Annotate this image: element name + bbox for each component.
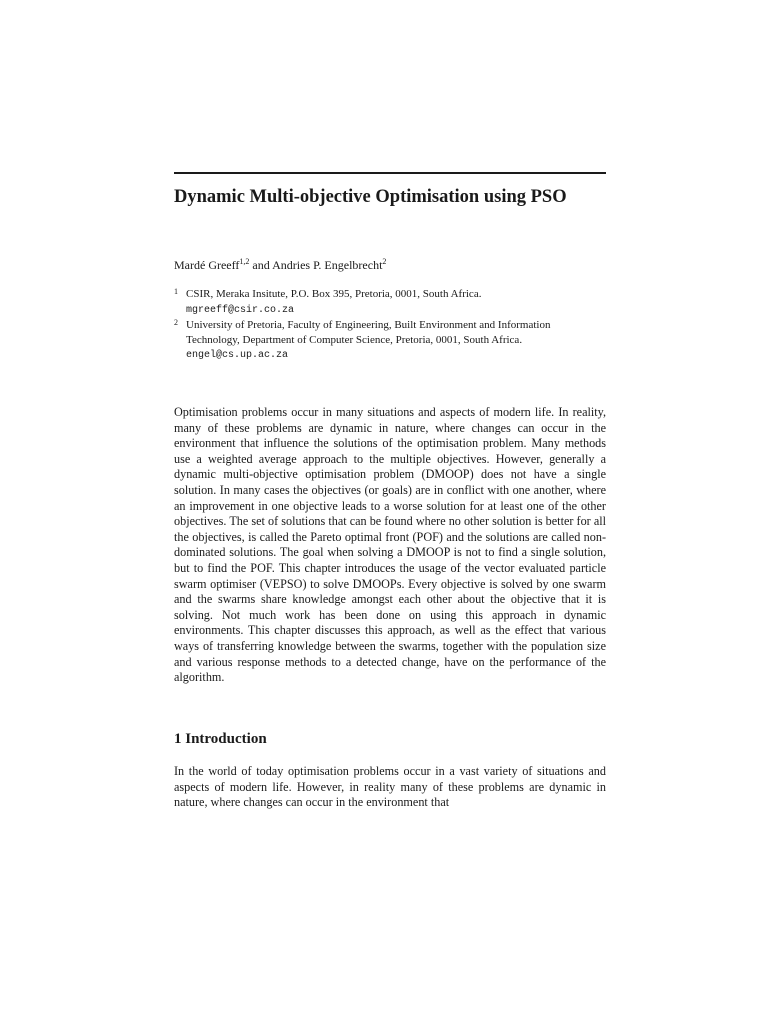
affiliation-mark: 2 xyxy=(174,318,178,327)
author-line xyxy=(174,258,606,273)
affiliation-2 xyxy=(174,318,606,364)
affiliation-mark: 1 xyxy=(174,287,178,296)
title-rule xyxy=(174,172,606,174)
section-number: 1 xyxy=(174,731,182,747)
author-1-affil-mark: 1,2 xyxy=(239,257,250,266)
paper-title: Dynamic Multi-objective Optimisation using PSO xyxy=(174,187,567,207)
section-title: Introduction xyxy=(185,731,267,747)
abstract: Optimisation problems occur in many situations and aspects of modern life. In reality, many of these problems are dynamic in nature, where changes can occur in the environment that influence the solutions of the optimisation problem. Many methods use a weighted average approach to the multiple objectives. However, generally a dynamic multi-objective optimisation problem (DMOOP) does not have a single solution. In many cases the objectives (or goals) are in conflict with one another, where an improvement in one objective leads to a worse solution for at least one of the other objectives. The set of solutions that can be found where no other solution is better for all the objectives, is called the Pareto optimal front (POF) and the solutions are called non-dominated solutions. The goal when solving a DMOOP is not to find a single solution, but to find the POF. This chapter introduces the usage of the vector evaluated particle swarm optimiser (VEPSO) to solve DMOOPs. Every objective is solved by one swarm and the swarms share knowledge amongst each other about the objective that it is solving. Not much work has been done on using this approach in dynamic environments. This chapter discusses this approach, as well as the effect that various ways of transferring knowledge between the swarms, together with the population size and various response methods to a detected change, have on the performance of the algorithm. xyxy=(174,405,606,685)
affiliation-email[interactable]: engel@cs.up.ac.za xyxy=(186,350,289,361)
author-conjunction: and xyxy=(249,258,273,272)
affiliation-text: University of Pretoria, Faculty of Engineering, Built Environment and Information Technology, Department of Computer Science, Pretoria, 0001, South Africa. xyxy=(186,319,551,346)
section-body: In the world of today optimisation problems occur in a vast variety of situations and aspects of modern life. However, in reality many of these problems are dynamic in nature, where changes can occur in the environment that xyxy=(174,764,606,810)
affiliations xyxy=(174,287,606,364)
affiliation-text: CSIR, Meraka Insitute, P.O. Box 395, Pretoria, 0001, South Africa. xyxy=(186,288,482,300)
affiliation-email[interactable]: mgreeff@csir.co.za xyxy=(186,304,295,316)
author-2: Andries P. Engelbrecht xyxy=(272,258,383,272)
author-1: Mardé Greeff xyxy=(174,258,240,272)
author-2-affil-mark: 2 xyxy=(382,257,387,266)
section-heading xyxy=(174,730,606,748)
affiliation-1 xyxy=(174,287,606,318)
